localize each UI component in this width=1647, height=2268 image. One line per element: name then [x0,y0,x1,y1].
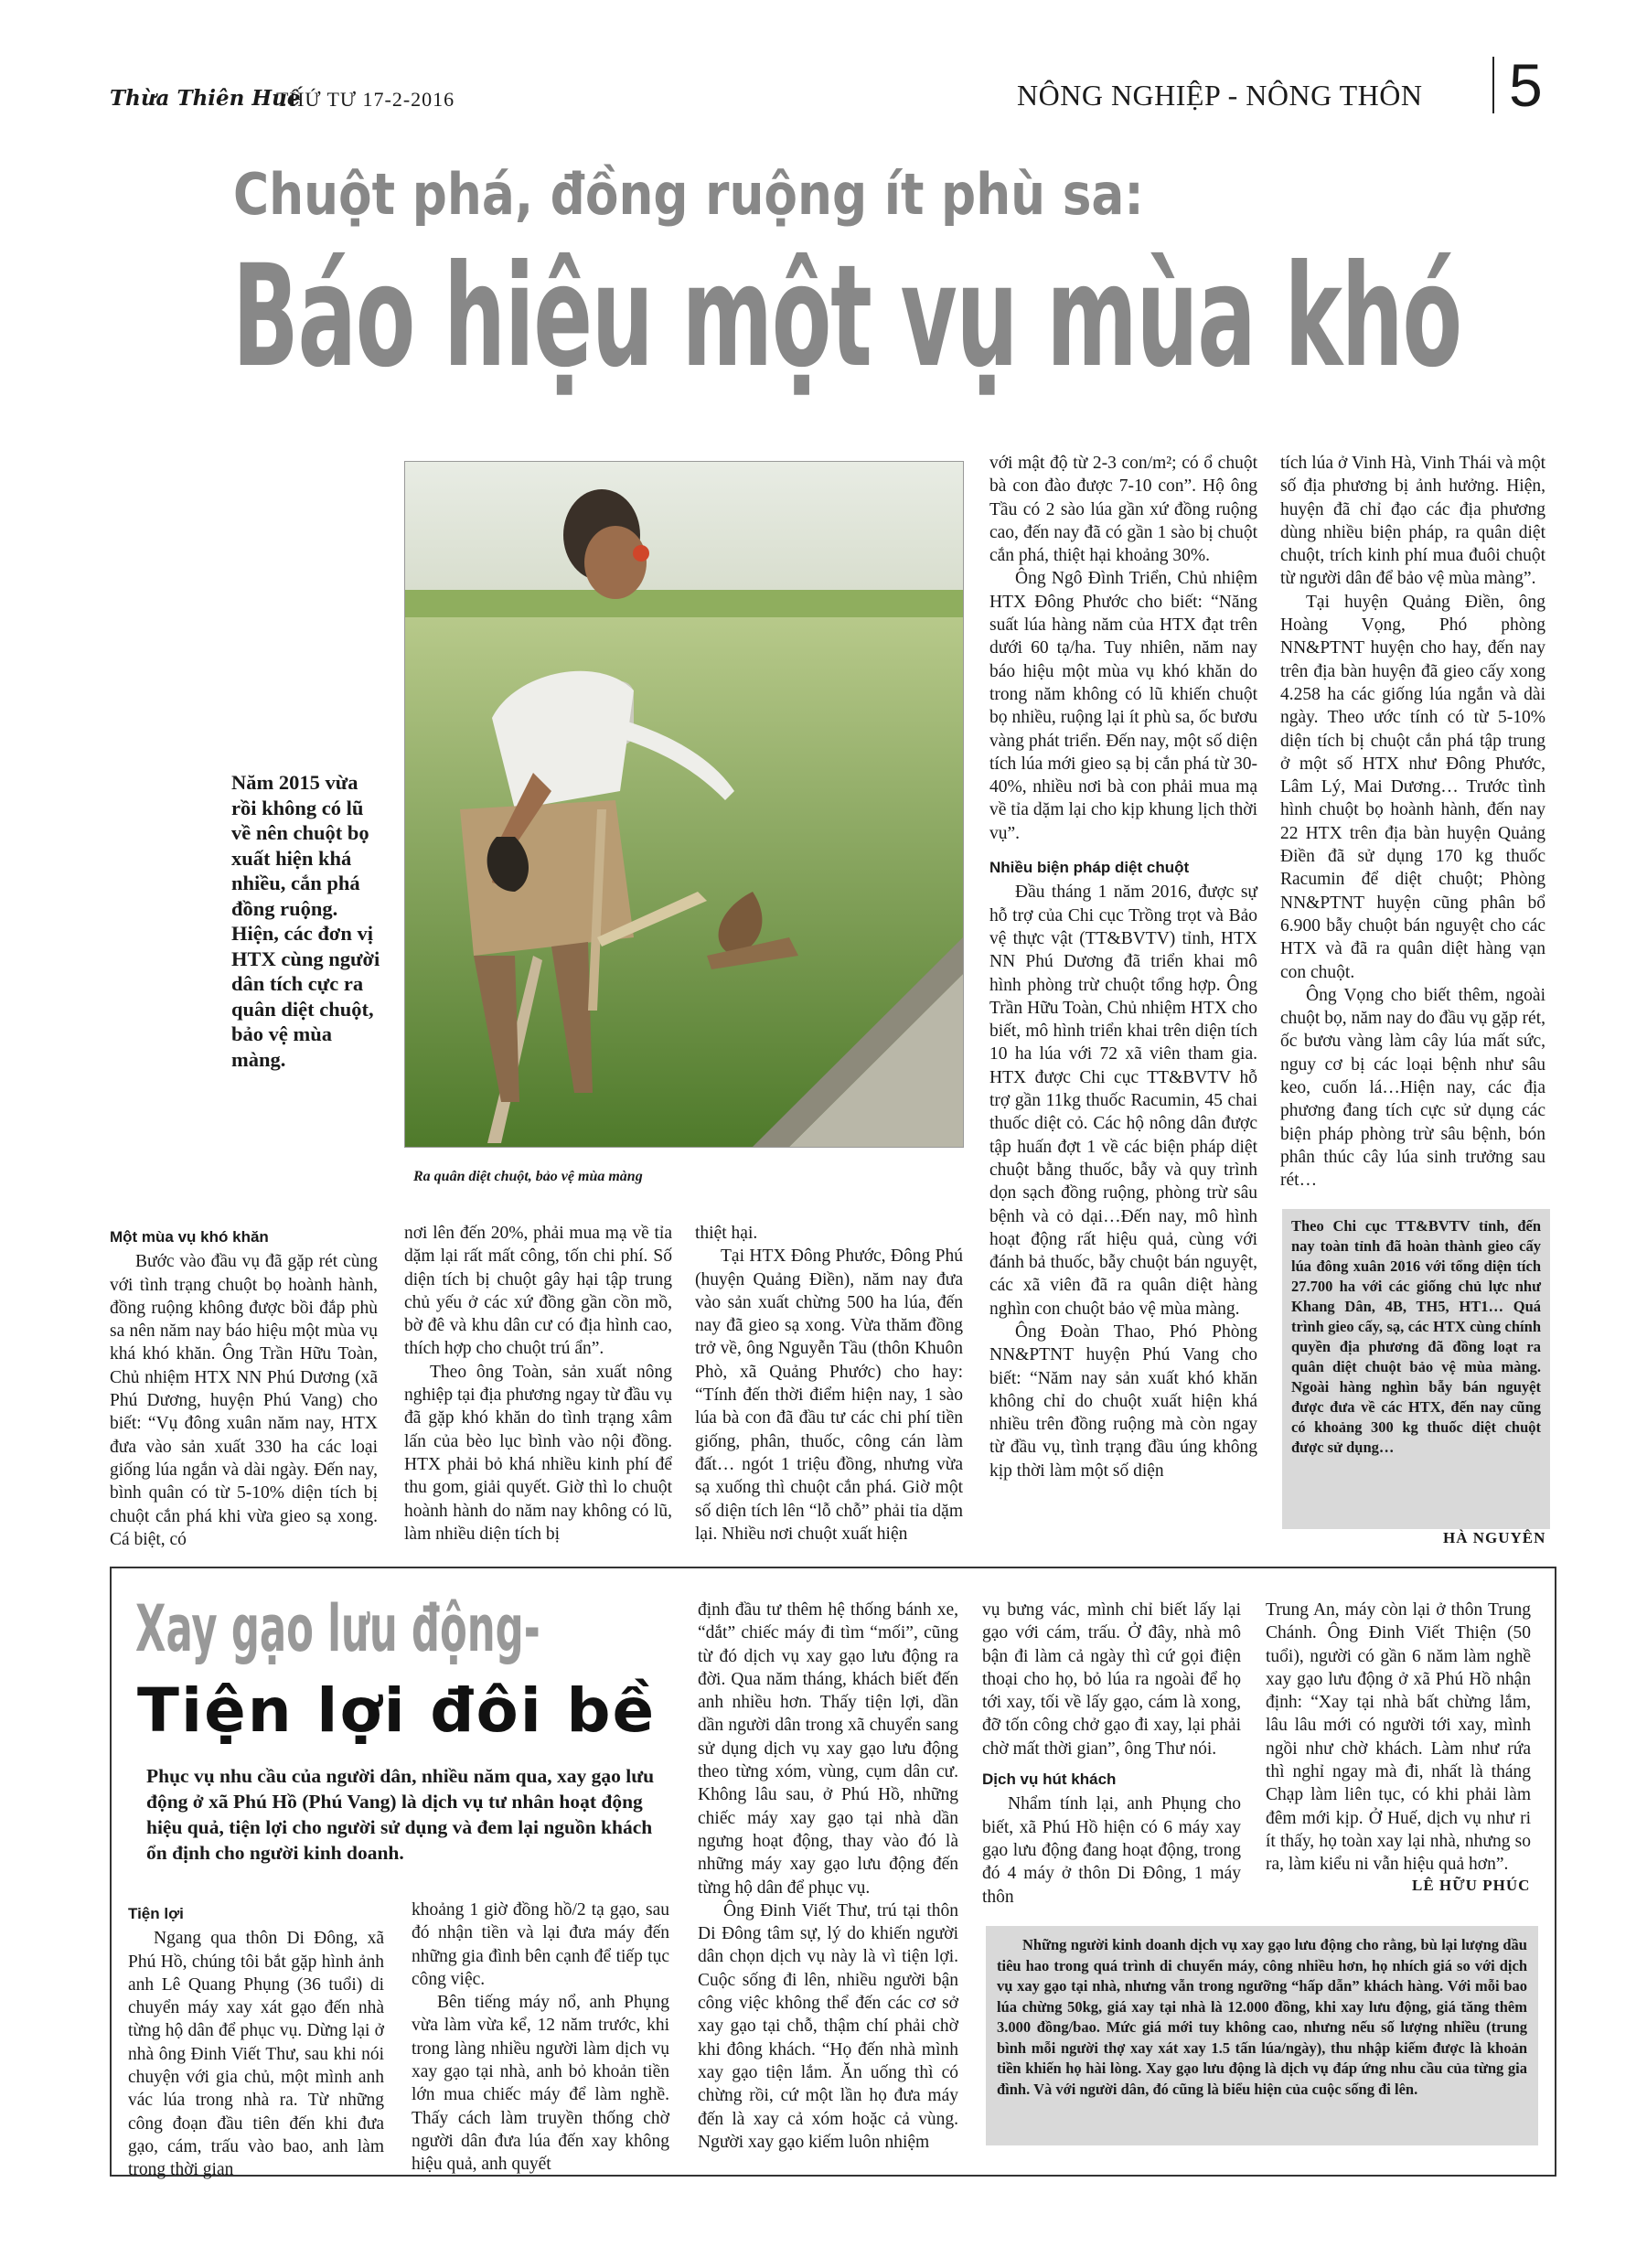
subhead-nhieu-bien-phap: Nhiều biện pháp diệt chuột [989,859,1190,877]
article1-col5-text-c: Ông Vọng cho biết thêm, ngoài chuột bọ, năm nay do đầu vụ gặp rét, ốc bươu vàng làm cây lúa mất sức, nguy cơ bị các loại bệnh như sâu keo, cuốn lá…Hiện nay, các địa phương đang tích cực sử dụng các biện pháp phòng trừ sâu bệnh, bón phân thúc cây lúa sinh trưởng sau rét… [1280,985,1545,1191]
article1-col3 [695,1222,963,1546]
article2-col3-text-b: Ông Đinh Viết Thư, trú tại thôn Di Đông tâm sự, lý do khiến người dân chọn dịch vụ này là vì tiện lợi. Cuộc sống đi lên, nhiều người bận công việc không thể đến các cơ sở xay gạo tại chỗ, thậm chí phải chờ khi đông khách. “Họ đến nhà mình xay gạo tiện lắm. Ăn uống thì có chừng rồi, cứ một lần họ đưa máy đến là xay cả xóm hoặc cả vùng. Người xay gạo kiếm luôn nhiệm [698,1900,958,2152]
article1-col3-text-a: thiệt hại. [695,1224,758,1243]
subhead-dich-vu-hut-khach: Dịch vụ hút khách [982,1771,1117,1789]
article1-col4-text-d: Ông Đoàn Thao, Phó Phòng NN&PTNT huyện Phú Vang cho biết: “Năm nay sản xuất khó khăn không chỉ do chuột xuất hiện khá nhiều trên đồng ruộng mà còn ngay từ đầu vụ, tình trạng đầu úng không kịp thời làm một số diện [989,1321,1257,1481]
article2-sapo: Phục vụ nhu cầu của người dân, nhiều năm qua, xay gạo lưu động ở xã Phú Hồ (Phú Vang) là dịch vụ tư nhân hoạt động hiệu quả, tiện lợi cho người sử dụng và đem lại nguồn khách ổn định cho người kinh doanh. [146,1765,655,1864]
header-date: THỨ TƯ 17-2-2016 [276,88,455,111]
article2-col3-text-a: định đầu tư thêm hệ thống bánh xe, “dắt” chiếc máy đi tìm “mối”, cũng từ đó dịch vụ xay gạo lưu động ra đời. Qua năm tháng, khách biết đến anh nhiều hơn. Thấy tiện lợi, dần dần người dân trong xã chuyển sang sử dụng dịch vụ xay gạo lưu động theo từng xóm, vùng, cụm dân cư. Không lâu sau, ở Phú Hồ, những chiếc máy xay gạo tại nhà dần ngưng hoạt động, thay vào đó là những máy xay gạo lưu động đến từng hộ dân để phục vụ. [698,1600,958,1898]
article1-col2-text-a: nơi lên đến 20%, phải mua mạ về tỉa dặm lại rất mất công, tốn chi phí. Số diện tích bị chuột gây hại tập trung chủ yếu ở các xứ đồng gần cồn mồ, bờ đê và khu dân cư có địa hình cao, thích hợp cho chuột trú ẩn”. [404,1224,672,1359]
article2-col4 [982,1599,1241,1909]
article2-info-box-text: Những người kinh doanh dịch vụ xay gạo lưu động cho rằng, bù lại lượng dầu tiêu hao trong quá trình di chuyển máy, công nhiều hơn, họ nhích giá so với dịch vụ xay gạo tại nhà, nhưng vẫn trong ngưỡng “hấp dẫn” khách hàng. Với mỗi bao lúa chừng 50kg, giá xay tại nhà là 12.000 đồng, khi xay lưu động, giá tăng thêm 3.000 đồng/bao. Mức giá mới tuy không cao, nhưng nếu số lượng nhiều (trung bình mỗi người thợ xay xát xay 1.5 tấn lúa/ngày), thu nhập kiếm được là khoản tiền khiến họ hài lòng. Xay gạo lưu động là dịch vụ đáp ứng nhu cầu của từng gia đình. Và với người dân, đó cũng là biểu hiện của cuộc sống đi lên. [997,1936,1527,2098]
header-paper-name: Thừa Thiên Huế [110,86,301,111]
article1-col5-text-b: Tại huyện Quảng Điền, ông Hoàng Vọng, Phó phòng NN&PTNT huyện cho hay, đến nay trên địa bàn huyện đã gieo cấy xong 4.258 ha các giống lúa ngắn và dài ngày. Theo ước tính có từ 5-10% diện tích bị chuột cắn phá tập trung ở một số HTX như Đông Phước, Lâm Lý, Mai Dương… Trước tình hình chuột bọ hoành hành, đến nay 22 HTX trên địa bàn huyện Quảng Điền đã sử dụng 170 kg thuốc Racumin để diệt chuột; Phòng NN&PTNT huyện cũng phân bổ 6.900 bẫy chuột bán nguyệt cho các HTX và đã ra quân diệt hàng vạn con chuột. [1280,592,1545,982]
header-section: NÔNG NGHIỆP - NÔNG THÔN [1017,79,1423,112]
article2-kicker: Xay gạo lưu động- [135,1591,540,1666]
article1-col4-text-a: với mật độ từ 2-3 con/m²; có ổ chuột bà con đào được 7-10 con”. Hộ ông Tầu có 2 sào lúa gần xứ đồng ruộng cao, đến nay đã có gần 1 sào bị chuột cắn phá, thiệt hại khoảng 30%. [989,454,1257,566]
article1-info-box [1282,1209,1550,1529]
article1-col1-text: Bước vào đầu vụ đã gặp rét cùng với tình trạng chuột bọ hoành hành, đồng ruộng không được bồi đắp phù sa nên năm nay báo hiệu một mùa vụ khá khó khăn. Ông Trần Hữu Toàn, Chủ nhiệm HTX NN Phú Dương (xã Phú Dương, huyện Phú Vang) cho biết: “Vụ đông xuân năm nay, HTX đưa vào sản xuất 330 ha các loại giống lúa ngắn và dài ngày. Đến nay, bình quân có từ 5-10% diện tích bị chuột cắn phá khi vừa gieo sạ xong. Cá biệt, có [110,1252,378,1549]
article2-title: Tiện lợi đôi bề [137,1675,657,1746]
article2-col2 [412,1899,669,2177]
article1-col2-text-b: Theo ông Toàn, sản xuất nông nghiệp tại địa phương ngay từ đầu vụ đã gặp khó khăn do tình trạng xâm lấn của bèo lục bình vào nội đồng. HTX phải bỏ khá nhiều kinh phí để thu gom, giải quyết. Giờ thì lo chuột hoành hành do năm nay không có lũ, làm nhiều diện tích bị [404,1362,672,1544]
article2-col2-text-b: Bên tiếng máy nổ, anh Phụng vừa làm vừa kể, 12 năm trước, khi trong làng nhiều người làm dịch vụ xay gạo tại nhà, anh bỏ khoản tiền lớn mua chiếc máy để làm nghề. Thấy cách làm truyền thống chờ người dân đưa lúa đến xay không hiệu quả, anh quyết [412,1993,669,2175]
article1-col5 [1280,452,1545,1193]
article1-col1 [110,1222,378,1551]
article2-col1 [128,1899,384,2182]
article1-byline: HÀ NGUYÊN [1443,1529,1546,1546]
article2-col3 [698,1599,958,2154]
article1-info-box-text: Theo Chi cục TT&BVTV tỉnh, đến nay toàn tỉnh đã hoàn thành gieo cấy lúa đông xuân 2016 với tổng diện tích 27.700 ha với các giống chủ lực như Khang Dân, 4B, TH5, HT1… Quá trình gieo cấy, sạ, các HTX cùng chính quyền địa phương đã đồng loạt ra quân diệt chuột bảo vệ mùa màng. Ngoài hàng nghìn bẫy bán nguyệt được đưa về các HTX, đến nay cũng có khoảng 300 kg thuốc diệt chuột được sử dụng… [1291,1217,1541,1456]
farmer-in-field-image [405,462,963,1147]
article2-col4-text-a: vụ bưng vác, mình chỉ biết lấy lại gạo với cám, trấu. Ở đây, nhà mô bận đi làm cả ngày thì cứ gọi điện thoại cho họ, bỏ lúa ra ngoài để họ tới xay, tối về lấy gạo, cám là xong, đỡ tốn công chở gạo đi xay, lại phải chờ mất thời gian”, ông Thư nói. [982,1600,1241,1759]
article1-col4-text-b: Ông Ngô Đình Triển, Chủ nhiệm HTX Đông Phước cho biết: “Năng suất lúa hàng năm của HTX đạt trên dưới 60 tạ/ha. Tuy nhiên, năm nay báo hiệu một mùa vụ khó khăn do trong năm không có lũ khiến chuột bọ nhiều, ruộng lại ít phù sa, ốc bươu vàng phát triển. Đến nay, một số diện tích lúa mới gieo sạ bị cắn phá từ 30-40%, nhiều nơi bà con phải mua mạ về tỉa dặm lại cho kịp khung lịch thời vụ”. [989,569,1257,843]
article1-sapo: Năm 2015 vừa rồi không có lũ về nên chuột bọ xuất hiện khá nhiều, cắn phá đồng ruộng. Hiện, các đơn vị HTX cùng người dân tích cực ra quân diệt chuột, bảo vệ mùa màng. [231,771,380,1071]
article1-col3-text-b: Tại HTX Đông Phước, Đông Phú (huyện Quảng Điền), năm nay đưa vào sản xuất chừng 500 ha lúa, đến nay đã gieo sạ xong. Vừa thăm đồng trở về, ông Nguyễn Tầu (thôn Khuôn Phò, xã Quảng Phước) cho hay: “Tính đến thời điểm hiện nay, 1 sào lúa bà con đã đầu tư các chi phí tiền giống, phân, thuốc, công cán làm đất… ngót 1 triệu đồng, nhưng vừa sạ xuống thì chuột cắn phá. Giờ một số diện tích lên “lỗ chỗ” phải tỉa dặm lại. Nhiều nơi chuột xuất hiện [695,1246,963,1544]
rat-hunting-photo [404,461,964,1148]
photo-caption: Ra quân diệt chuột, bảo vệ mùa màng [413,1169,643,1184]
article1-col4 [989,452,1257,1482]
article1-title: Báo hiệu một vụ mùa khó [232,235,1461,399]
article1-col4-text-c: Đầu tháng 1 năm 2016, được sự hỗ trợ của Chi cục Trồng trọt và Bảo vệ thực vật (TT&BVTV) tỉnh, HTX NN Phú Dương đã triển khai mô hình phòng trừ chuột tổng hợp. Ông Trần Hữu Toàn, Chủ nhiệm HTX cho biết, mô hình triển khai trên diện tích 10 ha lúa với 72 xã viên tham gia. HTX được Chi cục TT&BVTV hỗ trợ gần 11kg thuốc Racumin, 45 chai thuốc diệt cỏ. Các hộ nông dân được tập huấn đợt 1 về các biện pháp diệt chuột bằng thuốc, bẫy và quy trình dọn sạch đồng ruộng, phòng trừ sâu bệnh và cỏ dại…Đến nay, mô hình hoạt động rất hiệu quả, cùng với đánh bả thuốc, bẫy chuột bán nguyệt, các xã viên đã ra quân diệt hàng nghìn con chuột bảo vệ mùa màng. [989,883,1257,1319]
article2-info-box [986,1926,1538,2145]
subhead-mot-mua-vu: Một mùa vụ khó khăn [110,1228,269,1246]
article2-byline: LÊ HỮU PHÚC [1412,1877,1531,1894]
article1-col2 [404,1222,672,1546]
article2-col1-text: Ngang qua thôn Di Đông, xã Phú Hồ, chúng tôi bắt gặp hình ảnh anh Lê Quang Phụng (36 tuổi) di chuyển máy xay xát gạo đến nhà từng hộ dân để phục vụ. Dừng lại ở nhà ông Đinh Viết Thư, sau khi nói chuyện với gia chủ, một mình anh vác lúa trong nhà ra. Từ những công đoạn đầu tiên đến khi đưa gạo, cám, trấu vào bao, anh làm trong thời gian [128,1929,384,2180]
article2-col5-text: Trung An, máy còn lại ở thôn Trung Chánh. Ông Đinh Viết Thiện (50 tuổi), người có gần 6 năm làm nghề xay gạo lưu động ở xã Phú Hồ nhận định: “Xay tại nhà bất chừng lắm, lâu lâu mới có người tới xay, mình ngồi như chờ khách. Làm như rứa thì nghỉ ngay mà đi, nhất là tháng Chạp làm liên tục, có khi phải làm đêm mới kịp. Ở Huế, dịch vụ như ri ít thấy, họ toàn xay lại nhà, nhưng so ra, làm kiểu ni vẫn hiệu quả hơn”. [1266,1600,1531,1875]
header-divider [1492,57,1494,113]
subhead-tien-loi: Tiện lợi [128,1905,184,1922]
article2-col4-text-b: Nhẩm tính lại, anh Phụng cho biết, xã Phú Hồ hiện có 6 máy xay gạo lưu động đang hoạt động, trong đó 4 máy ở thôn Di Đông, 1 máy thôn [982,1794,1241,1907]
article1-kicker: Chuột phá, đồng ruộng ít phù sa: [233,161,1144,228]
article1-col5-text-a: tích lúa ở Vinh Hà, Vinh Thái và một số địa phương bị ảnh hưởng. Hiện, huyện đã chỉ đạo các địa phương dùng nhiều biện pháp, ra quân diệt chuột, trích kinh phí mua đuôi chuột từ người dân để bảo vệ mùa màng”. [1280,454,1545,589]
article2-col5 [1266,1599,1531,1877]
article2-col2-text-a: khoảng 1 giờ đồng hồ/2 tạ gạo, sau đó nhận tiền và lại đưa máy đến những gia đình bên cạnh để tiếp tục công việc. [412,1900,669,1989]
page-number: 5 [1509,51,1543,119]
